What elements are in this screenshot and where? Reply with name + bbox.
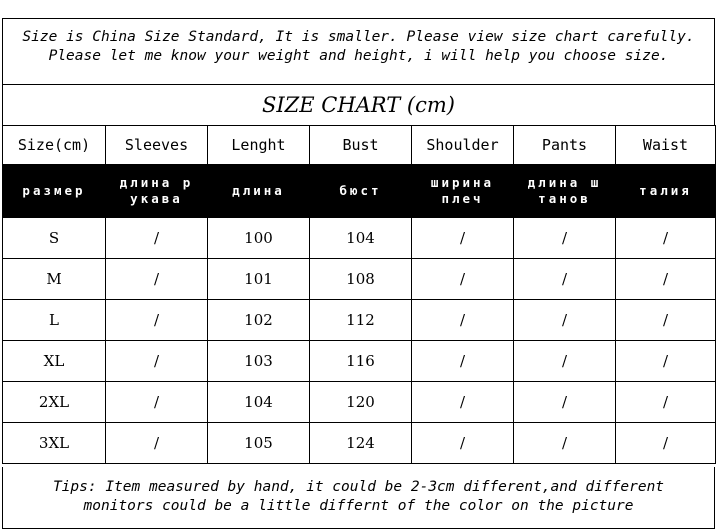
size-table <box>2 125 716 464</box>
cell-pants: / <box>514 300 616 341</box>
header-ru-shoulder: ширина плеч <box>412 165 514 218</box>
cell-bust: 112 <box>310 300 412 341</box>
cell-waist: / <box>616 382 716 423</box>
cell-size: S <box>3 218 106 259</box>
cell-bust: 116 <box>310 341 412 382</box>
header-shoulder: Shoulder <box>412 126 514 165</box>
cell-bust: 120 <box>310 382 412 423</box>
cell-length: 103 <box>208 341 310 382</box>
tips-line-1: Tips: Item measured by hand, it could be 2-3cm different,and different <box>52 479 665 495</box>
chart-title: SIZE CHART (cm) <box>2 84 715 125</box>
cell-size: 3XL <box>3 423 106 464</box>
cell-pants: / <box>514 341 616 382</box>
cell-bust: 124 <box>310 423 412 464</box>
cell-shoulder: / <box>412 218 514 259</box>
header-ru-size: размер <box>3 165 106 218</box>
table-row <box>3 218 716 259</box>
cell-bust: 104 <box>310 218 412 259</box>
header-row <box>3 126 716 165</box>
cell-waist: / <box>616 341 716 382</box>
cell-pants: / <box>514 259 616 300</box>
cell-pants: / <box>514 423 616 464</box>
cell-length: 101 <box>208 259 310 300</box>
table-row <box>3 341 716 382</box>
cell-size: L <box>3 300 106 341</box>
cell-waist: / <box>616 423 716 464</box>
cell-sleeves: / <box>106 423 208 464</box>
cell-shoulder: / <box>412 341 514 382</box>
header-ru-sleeves: длина р укава <box>106 165 208 218</box>
cell-pants: / <box>514 382 616 423</box>
cell-size: 2XL <box>3 382 106 423</box>
table-row <box>3 300 716 341</box>
cell-size: M <box>3 259 106 300</box>
cell-pants: / <box>514 218 616 259</box>
cell-bust: 108 <box>310 259 412 300</box>
cell-sleeves: / <box>106 341 208 382</box>
cell-length: 104 <box>208 382 310 423</box>
size-notice-line-2: Please let me know your weight and height, i will help you choose size. <box>48 48 669 64</box>
header-ru-waist: талия <box>616 165 716 218</box>
cell-shoulder: / <box>412 259 514 300</box>
tips-line-2: monitors could be a little differnt of the color on the picture <box>83 498 634 514</box>
cell-sleeves: / <box>106 300 208 341</box>
cell-length: 105 <box>208 423 310 464</box>
cell-waist: / <box>616 218 716 259</box>
table-row <box>3 382 716 423</box>
cell-shoulder: / <box>412 382 514 423</box>
cell-sleeves: / <box>106 259 208 300</box>
size-notice-line-1: Size is China Size Standard, It is smaller. Please view size chart carefully. <box>22 29 695 45</box>
cell-sleeves: / <box>106 382 208 423</box>
cell-length: 100 <box>208 218 310 259</box>
header-row-russian <box>3 165 716 218</box>
cell-sleeves: / <box>106 218 208 259</box>
header-bust: Bust <box>310 126 412 165</box>
table-row <box>3 423 716 464</box>
header-length: Lenght <box>208 126 310 165</box>
cell-shoulder: / <box>412 423 514 464</box>
header-waist: Waist <box>616 126 716 165</box>
cell-shoulder: / <box>412 300 514 341</box>
header-pants: Pants <box>514 126 616 165</box>
header-ru-pants: длина ш танов <box>514 165 616 218</box>
header-size: Size(cm) <box>3 126 106 165</box>
table-row <box>3 259 716 300</box>
tips-note <box>2 467 715 529</box>
header-ru-length: длина <box>208 165 310 218</box>
size-notice <box>2 18 715 84</box>
cell-waist: / <box>616 300 716 341</box>
header-sleeves: Sleeves <box>106 126 208 165</box>
header-ru-bust: бюст <box>310 165 412 218</box>
cell-waist: / <box>616 259 716 300</box>
cell-size: XL <box>3 341 106 382</box>
cell-length: 102 <box>208 300 310 341</box>
